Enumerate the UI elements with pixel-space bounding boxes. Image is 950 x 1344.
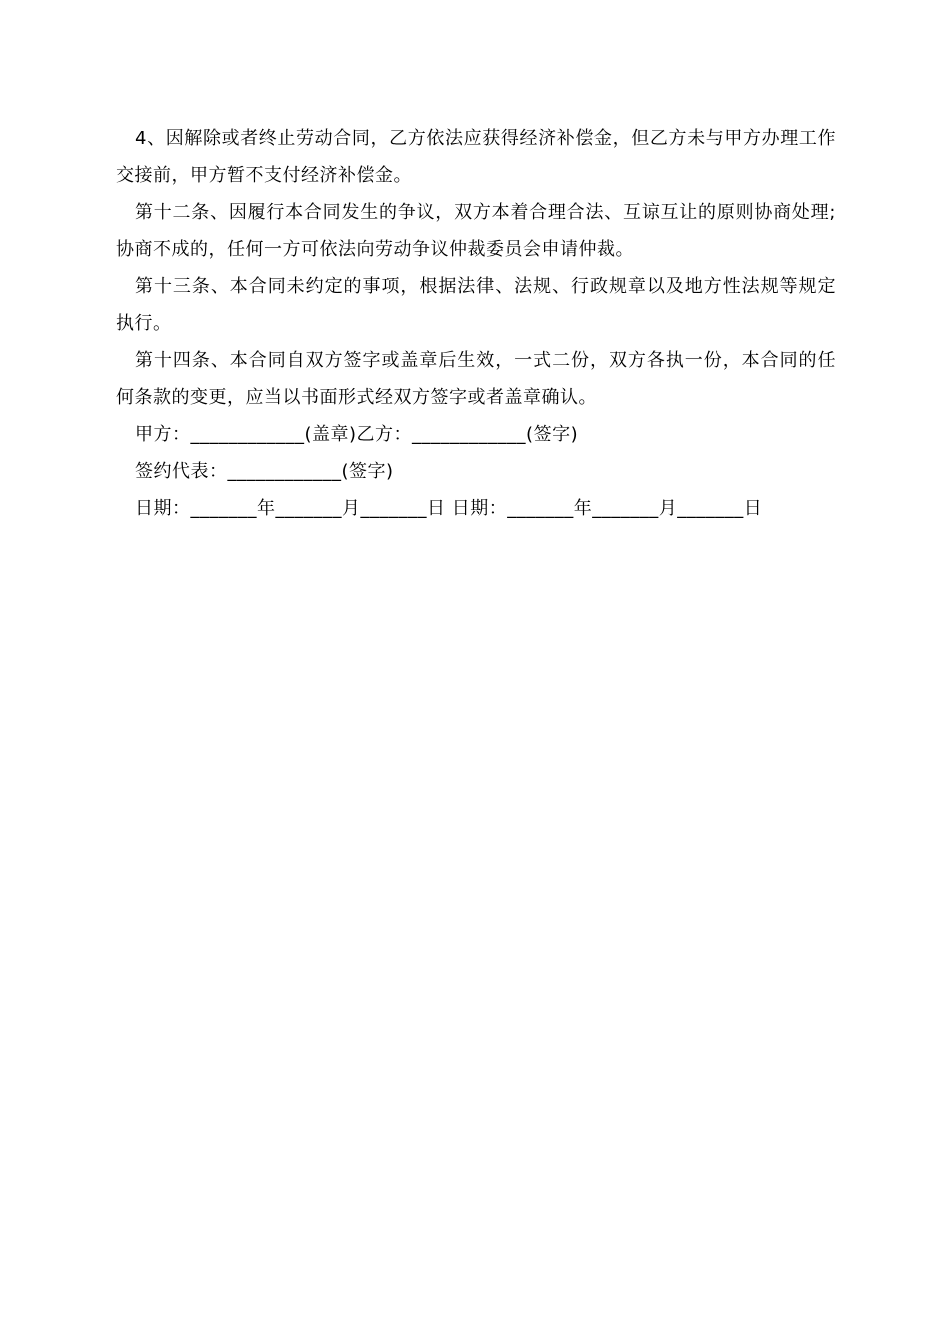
clause-paragraph-12: 第十二条、因履行本合同发生的争议，双方本着合理合法、互谅互让的原则协商处理;协商不成的，任何一方可依法向劳动争议仲裁委员会申请仲裁。 xyxy=(116,202,836,260)
contract-body xyxy=(116,120,836,527)
clause-paragraph-14: 第十四条、本合同自双方签字或盖章后生效，一式二份，双方各执一份，本合同的任何条款的变更，应当以书面形式经双方签字或者盖章确认。 xyxy=(116,350,836,408)
clause-paragraph-13: 第十三条、本合同未约定的事项，根据法律、法规、行政规章以及地方性法规等规定执行。 xyxy=(116,276,836,334)
representative-signature-line: 签约代表：____________(签字) xyxy=(135,461,394,482)
party-signature-line: 甲方：____________(盖章)乙方：____________(签字) xyxy=(135,424,579,445)
date-signature-line: 日期：_______年_______月_______日 日期：_______年_______月_______日 xyxy=(135,498,763,519)
clause-paragraph-compensation: 4、因解除或者终止劳动合同，乙方依法应获得经济补偿金，但乙方未与甲方办理工作交接前，甲方暂不支付经济补偿金。 xyxy=(116,128,836,186)
